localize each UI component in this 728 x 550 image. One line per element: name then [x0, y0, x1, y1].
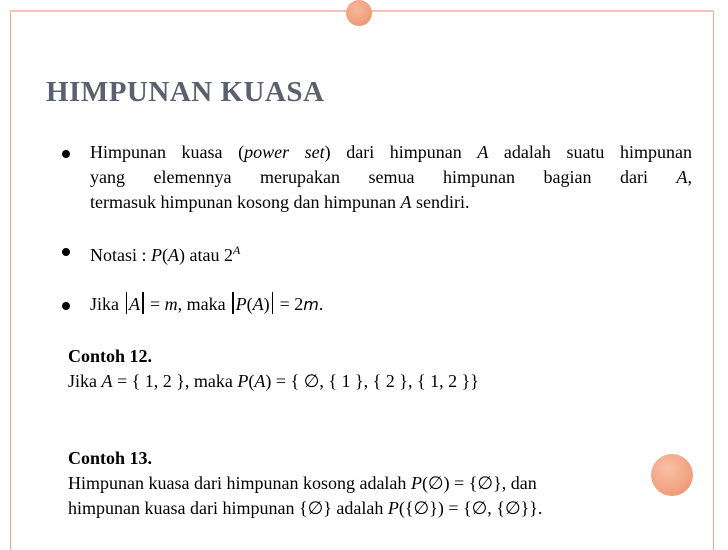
bullet-notation — [62, 238, 692, 268]
definition-line-3: termasuk himpunan kosong dan himpunan A sendiri. — [90, 192, 470, 212]
example-13 — [68, 446, 648, 521]
bullet-definition — [62, 140, 692, 215]
example-13-line-2: himpunan kuasa dari himpunan {∅} adalah P({∅}) = {∅, {∅}}. — [68, 498, 543, 518]
definition-line-1: Himpunan kuasa (power set) dari himpunan A adalah suatu himpunan — [90, 142, 692, 162]
example-13-heading: Contoh 13. — [68, 448, 153, 468]
example-13-line-1: Himpunan kuasa dari himpunan kosong adalah P(∅) = {∅}, dan — [68, 473, 537, 493]
example-12-line: Jika A = { 1, 2 }, maka P(A) = { ∅, { 1 }, { 2 }, { 1, 2 }} — [68, 371, 479, 391]
example-12-heading: Contoh 12. — [68, 346, 153, 366]
bullet-icon — [62, 302, 70, 310]
bullet-cardinality-text: Jika A = m, maka P(A) = 2m. — [90, 294, 324, 314]
decorative-orb-top — [346, 0, 372, 26]
bullet-notation-text: Notasi : P(A) atau $2^A$ — [90, 243, 241, 265]
bullet-definition-text — [90, 140, 692, 215]
bullet-icon — [62, 150, 70, 158]
bullet-cardinality — [62, 292, 692, 317]
bullet-icon — [62, 248, 70, 256]
slide-title: HIMPUNAN KUASA — [46, 76, 325, 108]
example-12 — [68, 344, 648, 394]
definition-line-2: yang elemennya merupakan semua himpunan bagian dari A, — [90, 167, 692, 187]
decorative-orb-bottom — [651, 454, 693, 496]
